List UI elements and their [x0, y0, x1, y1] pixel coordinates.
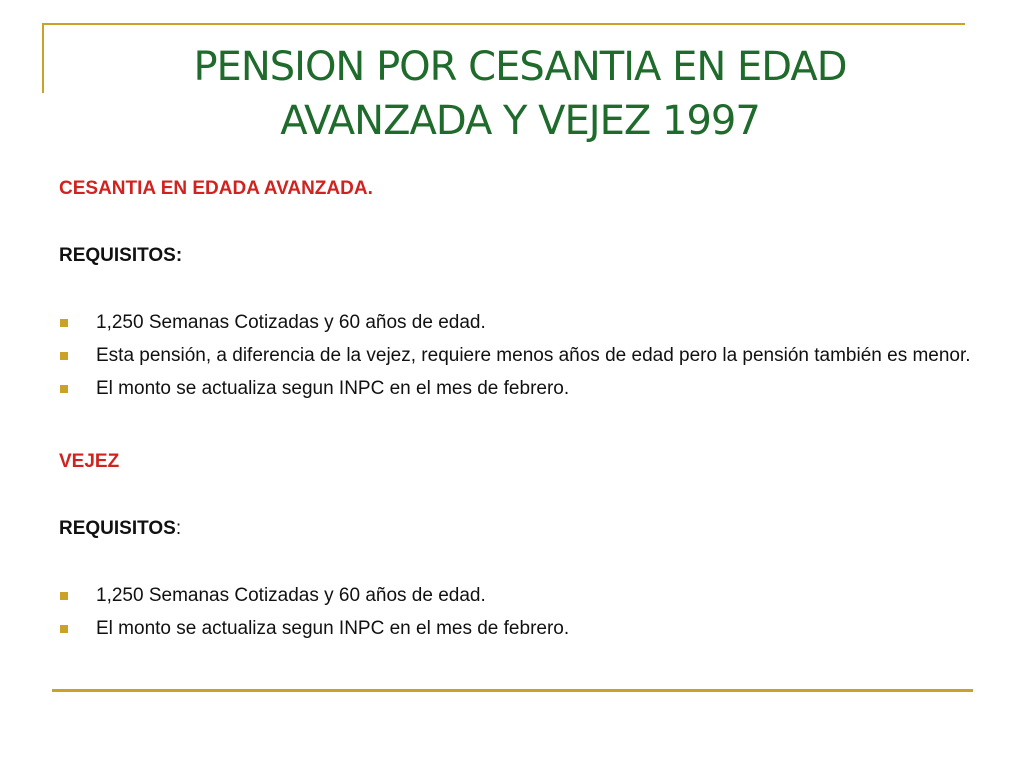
cesantia-heading: CESANTIA EN EDADA AVANZADA.: [59, 178, 373, 199]
vejez-requirements-label: [59, 516, 979, 541]
frame-left-rule: [42, 23, 44, 93]
list-item: [59, 310, 979, 335]
slide-body: [59, 176, 979, 649]
square-bullet-icon: [60, 592, 68, 600]
slide-title: [110, 40, 930, 148]
slide-title-line-2: AVANZADA Y VEJEZ 1997: [280, 98, 760, 144]
cesantia-requirements-label: REQUISITOS:: [59, 245, 183, 266]
frame-bottom-rule: [52, 689, 973, 692]
vejez-requirements-label-text: REQUISITOS: [59, 518, 176, 539]
square-bullet-icon: [60, 352, 68, 360]
list-item: [59, 343, 979, 368]
list-item: [59, 583, 979, 608]
list-item-text: El monto se actualiza segun INPC en el mes de febrero.: [96, 378, 570, 399]
frame-top-rule: [42, 23, 965, 25]
vejez-requirements-colon: :: [175, 518, 182, 539]
square-bullet-icon: [60, 385, 68, 393]
slide-title-line-1: PENSION POR CESANTIA EN EDAD: [193, 44, 847, 90]
list-item-text: 1,250 Semanas Cotizadas y 60 años de edad.: [96, 585, 486, 606]
list-item-text: 1,250 Semanas Cotizadas y 60 años de edad.: [96, 312, 486, 333]
list-item: [59, 376, 979, 401]
list-item: [59, 616, 979, 641]
square-bullet-icon: [60, 319, 68, 327]
list-item-text: El monto se actualiza segun INPC en el mes de febrero.: [96, 618, 570, 639]
cesantia-requirements-list: [59, 310, 979, 401]
square-bullet-icon: [60, 625, 68, 633]
vejez-heading: VEJEZ: [59, 451, 120, 472]
list-item-text: Esta pensión, a diferencia de la vejez, requiere menos años de edad pero la pensión también es menor.: [96, 345, 971, 366]
vejez-requirements-list: [59, 583, 979, 641]
